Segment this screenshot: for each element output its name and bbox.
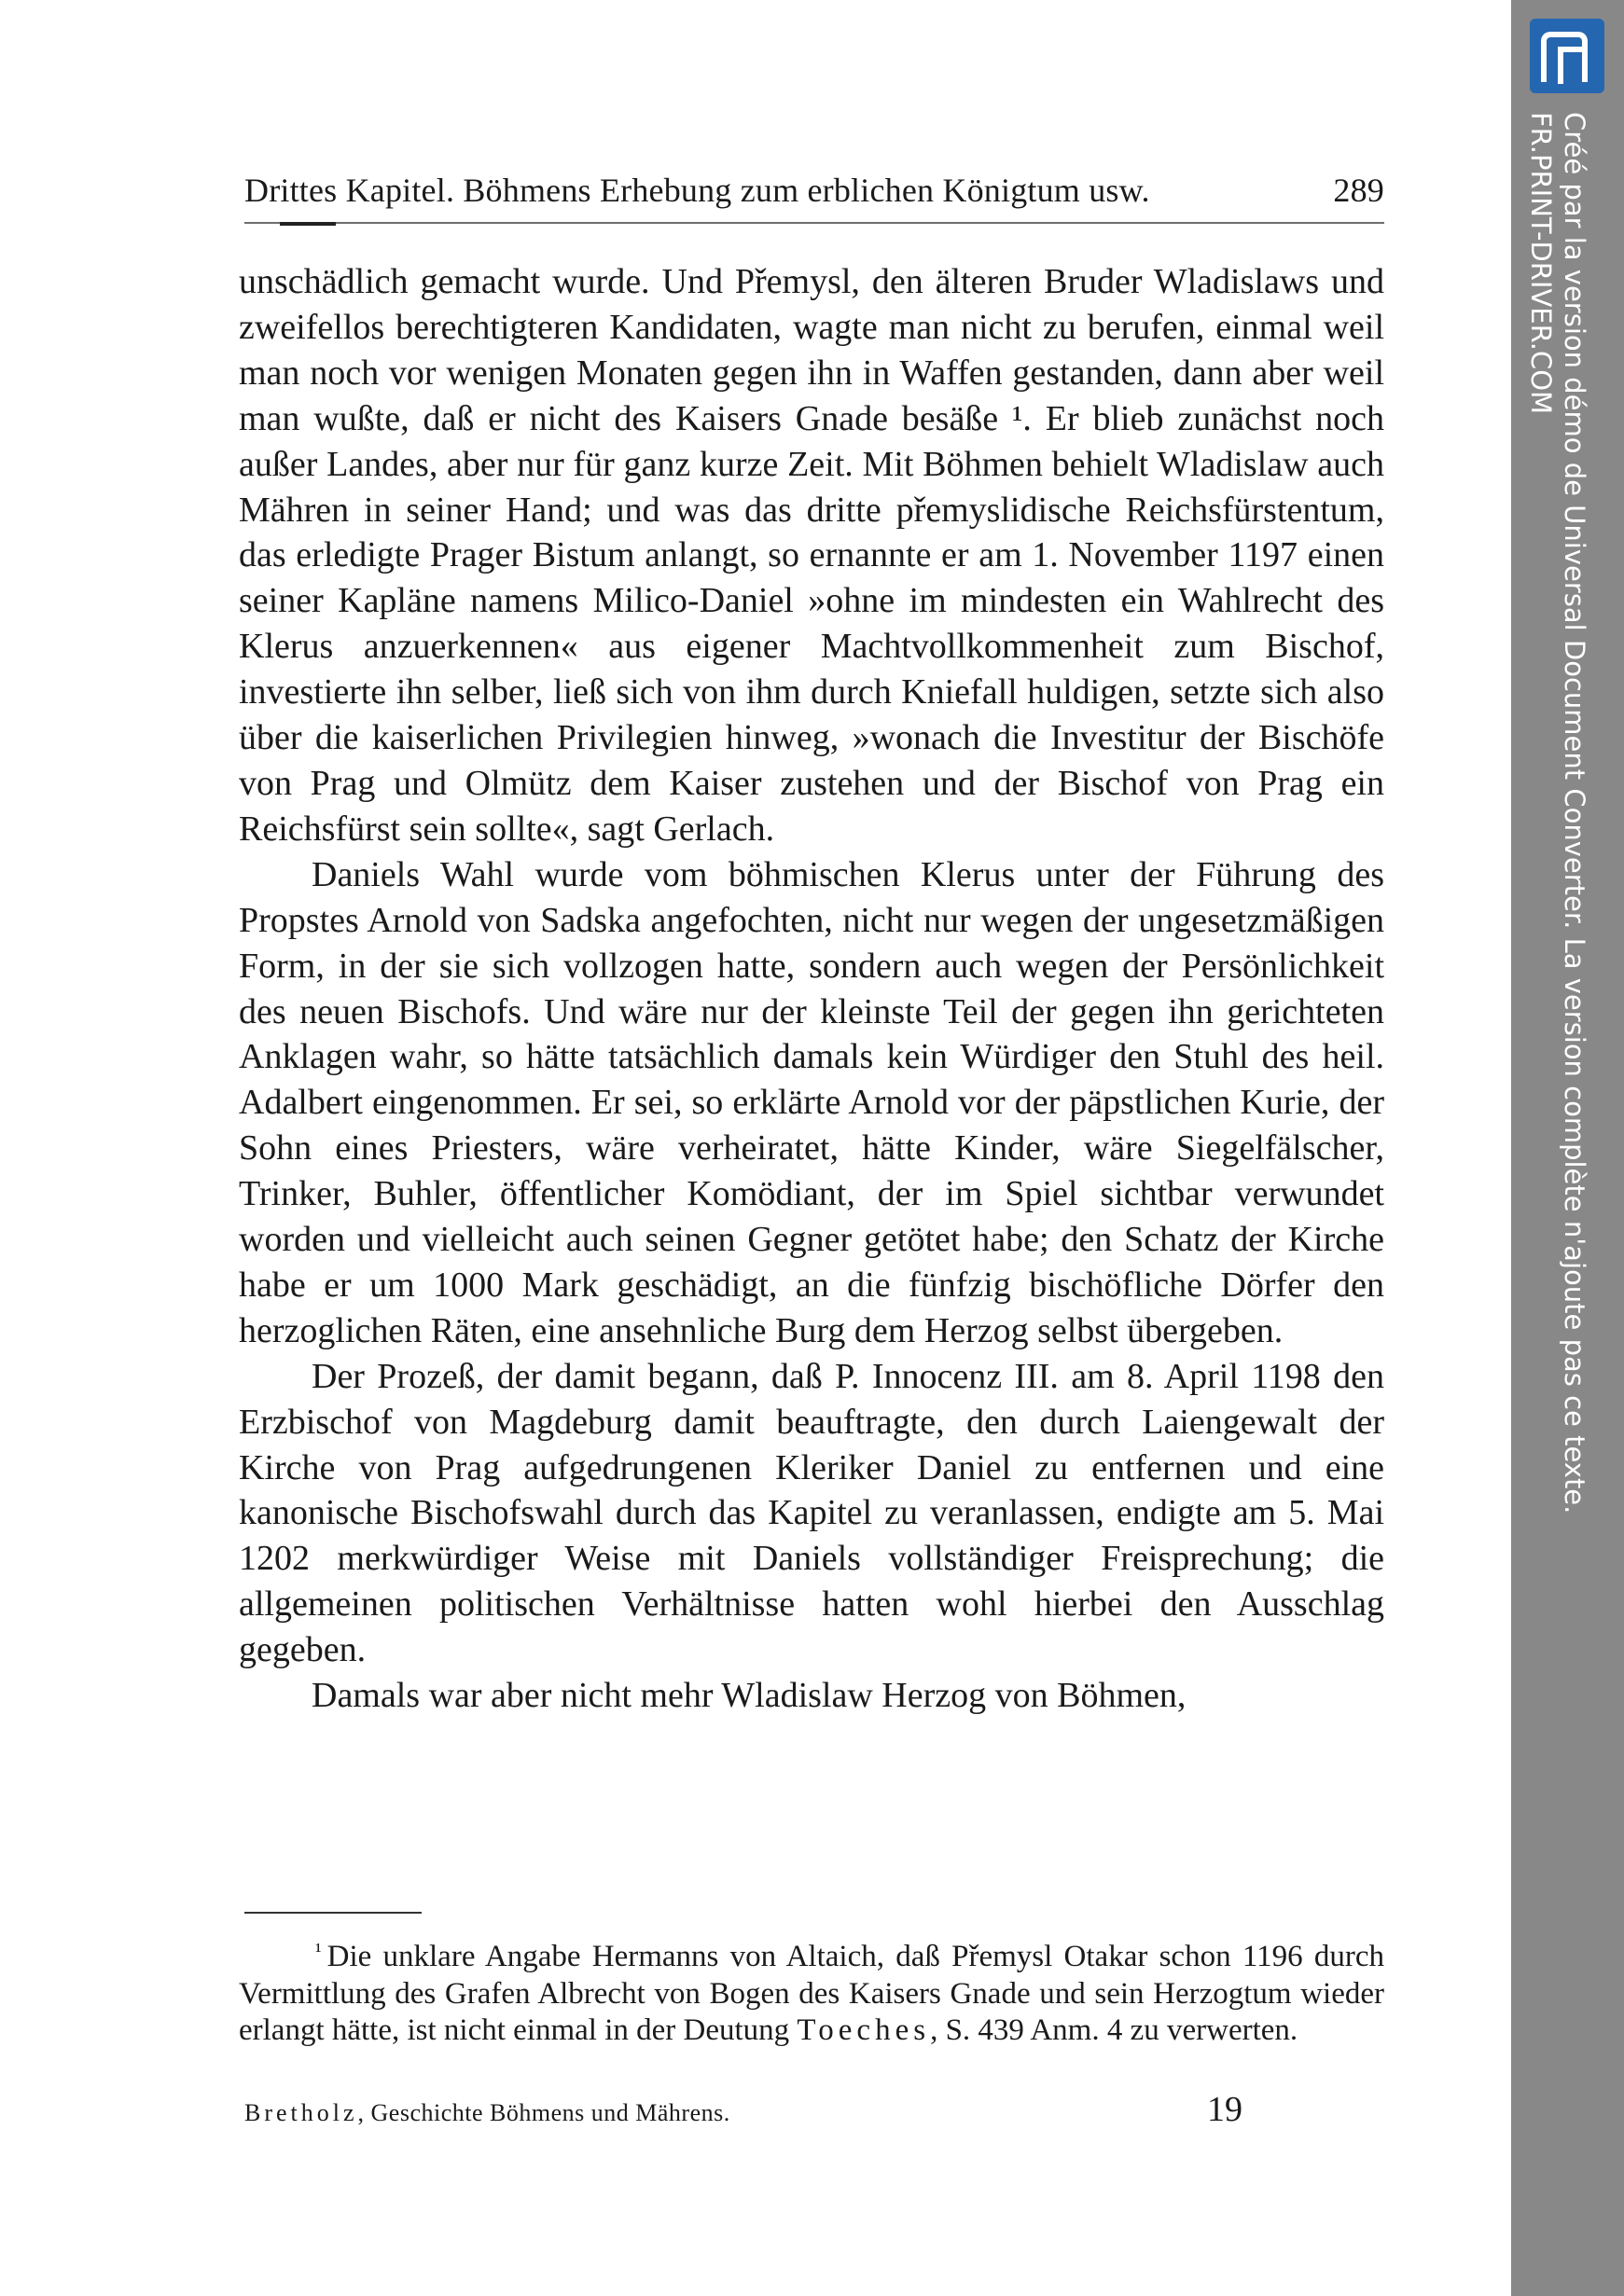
sheet-signature: 19 — [1207, 2090, 1242, 2129]
footer-title: , Geschichte Böhmens und Mährens. — [357, 2099, 730, 2126]
paragraph-1: unschädlich gemacht wurde. Und Přemysl, den älteren Bruder Wladislaws und zweifellos berechtigteren Kandidaten, wagte man nicht zu berufen, einmal weil man noch vor wenigen Monaten gegen ihn in Waffen gestanden, dann aber weil man wußte, daß er nicht des Kaisers Gnade besäße ¹. Er blieb zunächst noch außer Landes, aber nur für ganz kurze Zeit. Mit Böhmen behielt Wladislaw auch Mähren in seiner Hand; und was das dritte přemyslidische Reichsfürstentum, das erledigte Prager Bistum anlangt, so ernannte er am 1. November 1197 einen seiner Kapläne namens Milico-Daniel »ohne im mindesten ein Wahlrecht des Klerus anzuerkennen« aus eigener Machtvollkommenheit zum Bischof, investierte ihn selber, ließ sich von ihm durch Kniefall huldigen, setzte sich also über die kaiserlichen Privilegien hinweg, »wonach die Investitur der Bischöfe von Prag und Olmütz dem Kaiser zustehen und der Bischof von Prag ein Reichsfürst sein sollte«, sagt Gerlach. — [239, 262, 1384, 849]
watermark-text: Créé par la version démo de Universal Document Converter. La version complète n'ajoute pas ce texte. — [1559, 112, 1590, 1515]
footnote-marker: ¹ — [315, 1939, 322, 1962]
paragraph-2: Daniels Wahl wurde vom böhmischen Klerus unter der Führung des Propstes Arnold von Sadska angefochten, nicht nur wegen der ungesetzmäßigen Form, in der sie sich vollzogen hatte, sondern auch wegen der Persönlichkeit des neuen Bischofs. Und wäre nur der kleinste Teil der gegen ihn gerichteten Anklagen wahr, so hätte tatsächlich damals kein Würdiger den Stuhl des heil. Adalbert eingenommen. Er sei, so erklärte Arnold vor der päpstlichen Kurie, der Sohn eines Priesters, wäre verheiratet, hätte Kinder, wäre Siegelfälscher, Trinker, Buhler, öffentlicher Komödiant, der im Spiel sichtbar verwundet worden und vielleicht auch seinen Gegner getötet habe; den Schatz der Kirche habe er um 1000 Mark geschädigt, an die fünfzig bischöfliche Dörfer den herzoglichen Räten, eine ansehnliche Burg dem Herzog selbst übergeben. — [239, 854, 1384, 1350]
header-rule — [244, 222, 1384, 224]
watermark — [1511, 112, 1624, 1515]
converter-logo-icon[interactable] — [1530, 19, 1604, 93]
watermark-url[interactable]: FR.PRINT-DRIVER.COM — [1525, 112, 1557, 415]
footnote-text-end: , S. 439 Anm. 4 zu verwerten. — [930, 2013, 1298, 2047]
footnote — [239, 1932, 1384, 2050]
paragraph-3: Der Prozeß, der damit begann, daß P. Innocenz III. am 8. April 1198 den Erzbischof von Magdeburg damit beauftragte, den durch Laiengewalt der Kirche von Prag aufgedrungenen Kleriker Daniel zu entfernen und eine kanonische Bischofswahl durch das Kapitel zu veranlassen, endigte am 5. Mai 1202 merkwürdiger Weise mit Daniels vollständiger Freisprechung; die allgemeinen politischen Verhältnisse hatten wohl hierbei den Ausschlag gegeben. — [239, 1356, 1384, 1670]
page-footer — [244, 2089, 1242, 2130]
running-header — [244, 171, 1384, 210]
header-rule-mark — [280, 222, 336, 226]
footer-source — [244, 2099, 730, 2127]
logo-bar — [1558, 47, 1586, 84]
body-text — [239, 259, 1384, 1719]
page-number: 289 — [1333, 172, 1384, 209]
footer-author: Bretholz — [244, 2099, 358, 2126]
paragraph-4: Damals war aber nicht mehr Wladislaw Herzog von Böhmen, — [312, 1676, 1187, 1716]
running-header-title: Drittes Kapitel. Böhmens Erhebung zum erblichen Königtum usw. — [244, 172, 1150, 209]
footnote-rule — [244, 1912, 422, 1914]
footnote-author: Toeches — [797, 2013, 931, 2047]
footnote-text: Die unklare Angabe Hermanns von Altaich, daß Přemysl Otakar schon 1196 durch Vermittlung des Grafen Albrecht von Bogen des Kaisers Gnade und sein Herzogtum wieder erlangt hätte, ist nicht einmal in der Deutung — [239, 1940, 1384, 2047]
